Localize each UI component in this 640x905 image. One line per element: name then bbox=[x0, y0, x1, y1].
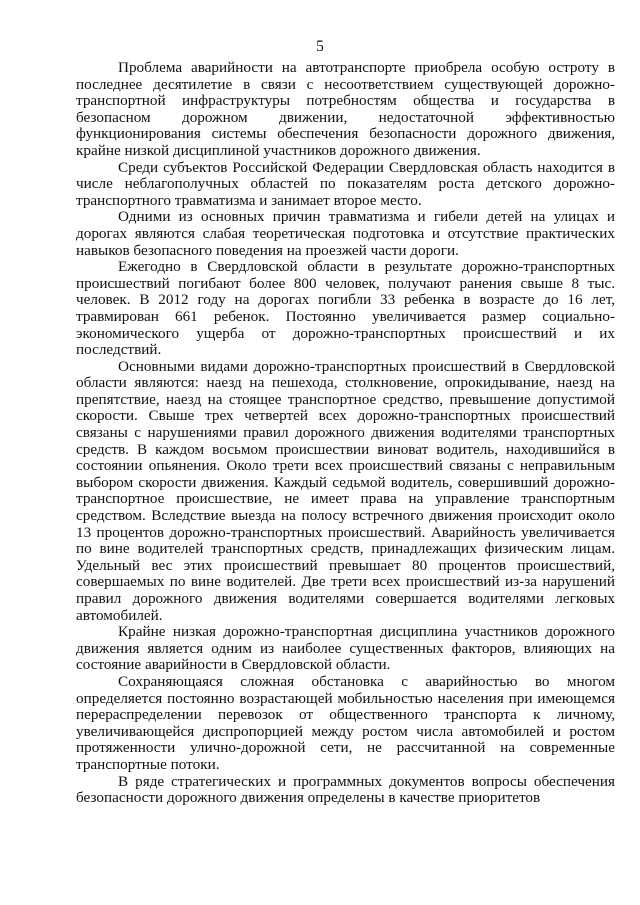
paragraph-child-injury-causes: Одними из основных причин травматизма и гибели детей на улицах и дорогах являются слабая теоретическая подготовка и отсутствие практических навыков безопасного поведения на проезжей части дороги. bbox=[76, 208, 615, 259]
body-text bbox=[76, 60, 615, 807]
paragraph-low-discipline: Крайне низкая дорожно-транспортная дисциплина участников дорожного движения является одним из наиболее существенных факторов, влияющих на состояние аварийности в Свердловской области. bbox=[76, 623, 615, 674]
paragraph-mobility-situation: Сохраняющаяся сложная обстановка с аварийностью во многом определяется постоянно возрастающей мобильностью населения при имеющемся перераспределении перевозок от общественного транспорта к личному, увеличивающейся диспропорцией между ростом числа автомобилей и ростом протяженности улично-дорожной сети, не рассчитанной на современные транспортные потоки. bbox=[76, 672, 615, 773]
paragraph-accident-rate-problem: Проблема аварийности на автотранспорте приобрела особую остроту в последнее десятилетие в связи с несоответствием существующей дорожно-транспортной инфраструктуры потребностям общества и государства в безопасном дорожном движении, недостаточной эффективностью функционирования системы обеспечения безопасности дорожного движения, крайне низкой дисциплиной участников дорожного движения. bbox=[76, 59, 615, 159]
paragraph-annual-statistics: Ежегодно в Свердловской области в результате дорожно-транспортных происшествий погибают более 800 человек, получают ранения свыше 8 тыс. человек. В 2012 году на дорогах погибли 33 ребенка в возрасте до 16 лет, травмирован 661 ребенок. Постоянно увеличивается размер социально-экономического ущерба от дорожно-транспортных происшествий и их последствий. bbox=[76, 258, 615, 359]
paragraph-sverdlovsk-ranking: Среди субъектов Российской Федерации Свердловская область находится в числе неблагополучных областей по показателям роста детского дорожно-транспортного травматизма и занимает второе место. bbox=[76, 158, 615, 209]
paragraph-strategic-documents: В ряде стратегических и программных документов вопросы обеспечения безопасности дорожного движения определены в качестве приоритетов bbox=[76, 772, 615, 807]
paragraph-accident-types: Основными видами дорожно-транспортных происшествий в Свердловской области являются: наезд на пешехода, столкновение, опрокидывание, наезд на препятствие, наезд на стоящее транспортное средство, превышение допустимой скорости. Свыше трех четвертей всех дорожно-транспортных происшествий связаны с нарушениями правил дорожного движения водителями транспортных средств. В каждом восьмом происшествии виноват водитель, находившийся в состоянии опьянения. Около трети всех происшествий связаны с неправильным выбором скорости движения. Каждый седьмой водитель, совершивший дорожно-транспортное происшествие, не имеет права на управление транспортным средством. Вследствие выезда на полосу встречного движения происходит около 13 процентов дорожно-транспортных происшествий. Аварийность увеличивается по вине водителей транспортных средств, принадлежащих физическим лицам. Удельный вес этих происшествий превышает 80 процентов происшествий, совершаемых по вине водителей. Две трети всех происшествий из-за нарушений правил дорожного движения водителями совершается водителями легковых автомобилей. bbox=[76, 357, 615, 624]
page-number: 5 bbox=[316, 38, 324, 55]
